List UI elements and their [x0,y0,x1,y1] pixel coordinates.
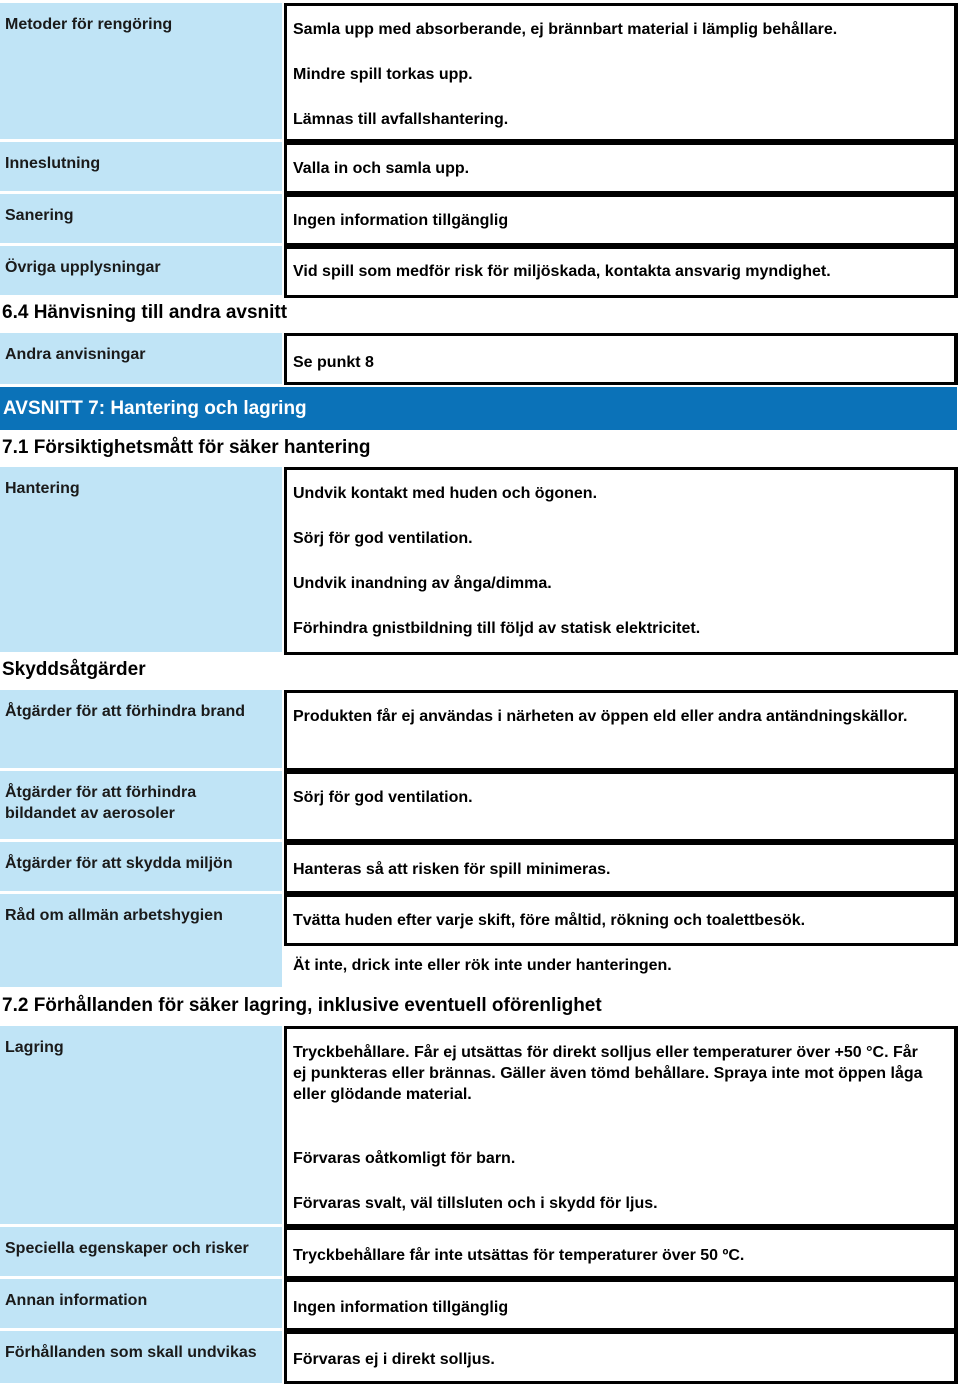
hygien-line-2: Ät inte, drick inte eller rök inte under hanteringen. [293,957,672,974]
hantering-line-2: Sörj för god ventilation. [293,530,473,547]
hygien-line-1: Tvätta huden efter varje skift, före måltid, rökning och toalettbesök. [293,912,806,929]
value-ovriga-upplysningar [284,246,958,298]
value-forhallanden-undvikas [284,1331,958,1384]
label-ovriga-upplysningar: Övriga upplysningar [0,246,282,295]
value-forhindra-aerosoler [284,771,958,842]
label-arbetshygien: Råd om allmän arbetshygien [0,894,282,987]
hantering-line-3: Undvik inandning av ånga/dimma. [293,575,552,592]
value-speciella-egenskaper [284,1227,958,1279]
value-lagring [284,1026,958,1227]
label-annan-information: Annan information [0,1279,282,1328]
heading-7-1: 7.1 Försiktighetsmått för säker hantering [2,437,371,458]
sanering-text: Ingen information tillgänglig [293,212,509,229]
heading-7-2: 7.2 Förhållanden för säker lagring, inklusive eventuell oförenlighet [2,995,602,1016]
label-sanering: Sanering [0,194,282,243]
rengoring-line-1: Samla upp med absorberande, ej brännbart material i lämplig behållare. [293,21,838,38]
lagring-line-2: Förvaras oåtkomligt för barn. [293,1150,516,1167]
annan-text: Ingen information tillgänglig [293,1299,509,1316]
brand-text: Produkten får ej användas i närheten av öppen eld eller andra antändningskällor. [293,708,908,725]
hygien-extra [284,942,958,986]
lagring-line-3: Förvaras svalt, väl tillsluten och i skydd för ljus. [293,1195,658,1212]
hantering-line-4: Förhindra gnistbildning till följd av statisk elektricitet. [293,620,701,637]
value-annan-information [284,1279,958,1331]
label-inneslutning: Inneslutning [0,142,282,191]
forh-text: Förvaras ej i direkt solljus. [293,1351,495,1368]
label-hantering: Hantering [0,467,282,652]
label-skydda-miljon: Åtgärder för att skydda miljön [0,842,282,891]
heading-6-4: 6.4 Hänvisning till andra avsnitt [2,302,288,323]
label-andra-anvisningar: Andra anvisningar [0,333,282,384]
speciella-text: Tryckbehållare får inte utsättas för temperaturer över 50 ºC. [293,1247,745,1264]
value-inneslutning [284,142,958,194]
value-arbetshygien [284,894,958,946]
value-sanering [284,194,958,246]
value-forhindra-brand [284,690,958,771]
value-metoder-for-rengoring [284,3,958,142]
miljo-text: Hanteras så att risken för spill minimeras. [293,861,611,878]
label-forhindra-brand: Åtgärder för att förhindra brand [0,690,282,768]
section-7-banner: AVSNITT 7: Hantering och lagring [0,387,957,430]
rengoring-line-3: Lämnas till avfallshantering. [293,111,509,128]
value-skydda-miljon [284,842,958,894]
label-forhindra-aerosoler: Åtgärder för att förhindra bildandet av aerosoler [0,771,282,839]
label-forhallanden-undvikas: Förhållanden som skall undvikas [0,1331,282,1383]
andra-text: Se punkt 8 [293,354,374,371]
rengoring-line-2: Mindre spill torkas upp. [293,66,473,83]
aerosol-text: Sörj för god ventilation. [293,789,473,806]
value-andra-anvisningar [284,333,958,385]
label-speciella-egenskaper: Speciella egenskaper och risker [0,1227,282,1276]
lagring-paragraph: Tryckbehållare. Får ej utsättas för direkt solljus eller temperaturer över +50 °C. Får ej punkteras eller brännas. Gäller även tömd behållare. Spraya inte mot öppen låga eller glödande material. [293,1044,923,1103]
value-hantering [284,467,958,655]
hantering-line-1: Undvik kontakt med huden och ögonen. [293,485,598,502]
inneslutning-text: Valla in och samla upp. [293,160,470,177]
label-metoder-for-rengoring: Metoder för rengöring [0,3,282,139]
ovriga-text: Vid spill som medför risk för miljöskada, kontakta ansvarig myndighet. [293,263,831,280]
label-lagring: Lagring [0,1026,282,1224]
heading-skyddsatgarder: Skyddsåtgärder [2,659,146,680]
